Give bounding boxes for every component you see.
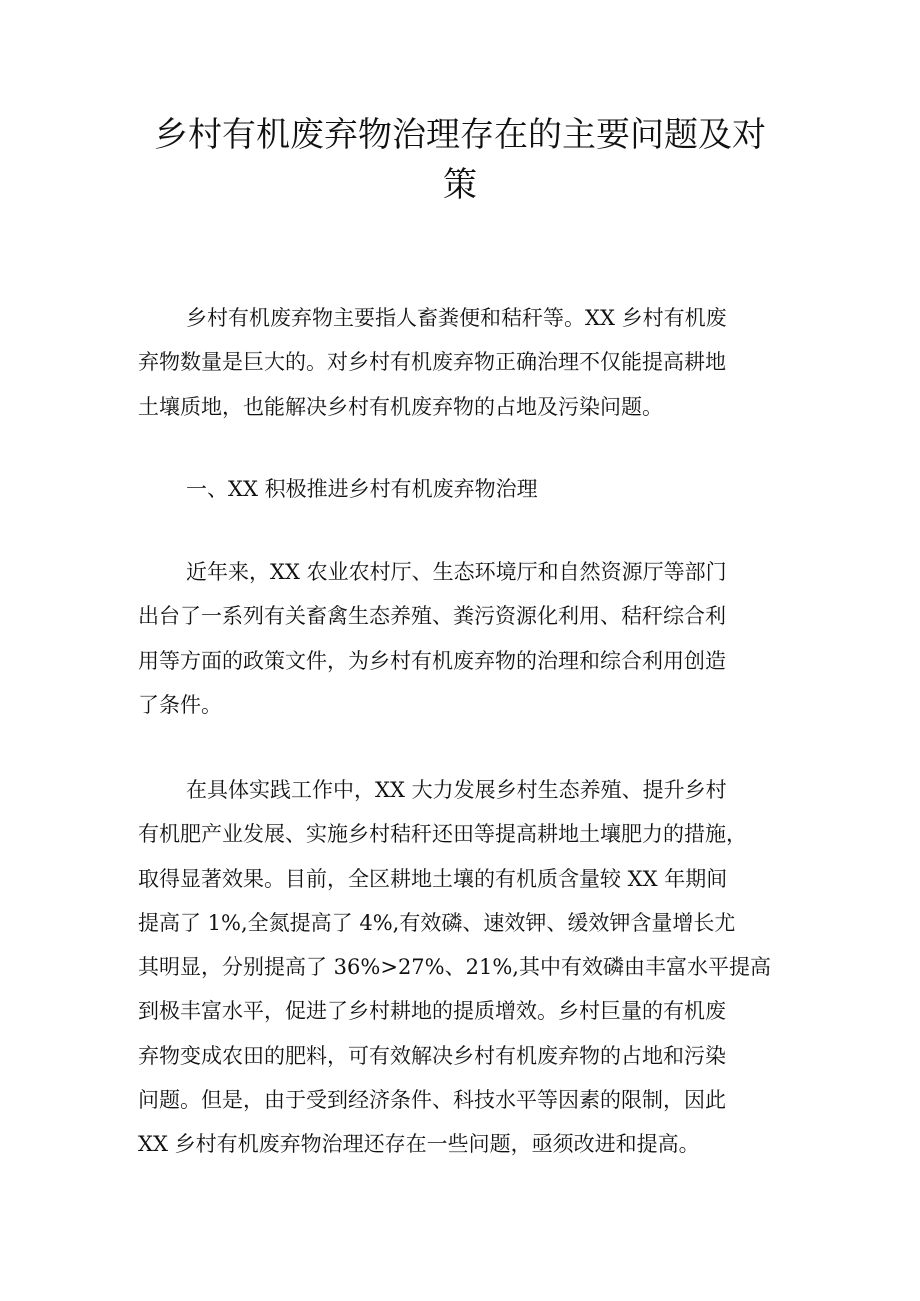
paragraph-line: 用等方面的政策文件，为乡村有机废弃物的治理和综合利用创造 [138,648,726,673]
page-title [150,110,770,210]
paragraph-line: 出台了一系列有关畜禽生态养殖、粪污资源化利用、秸秆综合利 [138,604,726,629]
paragraph-practice [138,768,786,1167]
paragraph-line: 取得显著效果。目前，全区耕地土壤的有机质含量较 XX 年期间 [138,866,728,891]
paragraph-line: XX 乡村有机废弃物治理还存在一些问题，亟须改进和提高。 [138,1132,700,1157]
paragraph-line: 问题。但是，由于受到经济条件、科技水平等因素的限制，因此 [138,1088,726,1113]
paragraph-line: 到极丰富水平，促进了乡村耕地的提质增效。乡村巨量的有机废 [138,999,726,1024]
section-heading [138,467,786,511]
paragraph-line: 其明显，分别提高了 36%>27%、21%,其中有效磷由丰富水平提高 [138,955,771,980]
title-line-2: 策 [443,165,477,205]
paragraph-line: 土壤质地，也能解决乡村有机废弃物的占地及污染问题。 [138,394,663,419]
paragraph-intro [138,296,786,429]
paragraph-line: 近年来，XX 农业农村厅、生态环境厅和自然资源厅等部门 [186,560,727,584]
paragraph-line: 乡村有机废弃物主要指人畜粪便和秸秆等。XX 乡村有机废 [186,306,727,330]
paragraph-line: 弃物数量是巨大的。对乡村有机废弃物正确治理不仅能提高耕地 [138,350,726,375]
paragraph-line: 在具体实践工作中，XX 大力发展乡村生态养殖、提升乡村 [186,778,727,802]
paragraph-line: 有机肥产业发展、实施乡村秸秆还田等提高耕地土壤肥力的措施， [138,822,747,847]
section-heading-text: 一、XX 积极推进乡村有机废弃物治理 [186,477,538,501]
paragraph-policies [138,550,786,727]
paragraph-line: 了条件。 [138,692,222,717]
paragraph-line: 弃物变成农田的肥料，可有效解决乡村有机废弃物的占地和污染 [138,1043,726,1068]
paragraph-line: 提高了 1%,全氮提高了 4%,有效磷、速效钾、缓效钾含量增长尤 [138,910,736,935]
title-line-1: 乡村有机废弃物治理存在的主要问题及对 [154,115,766,155]
